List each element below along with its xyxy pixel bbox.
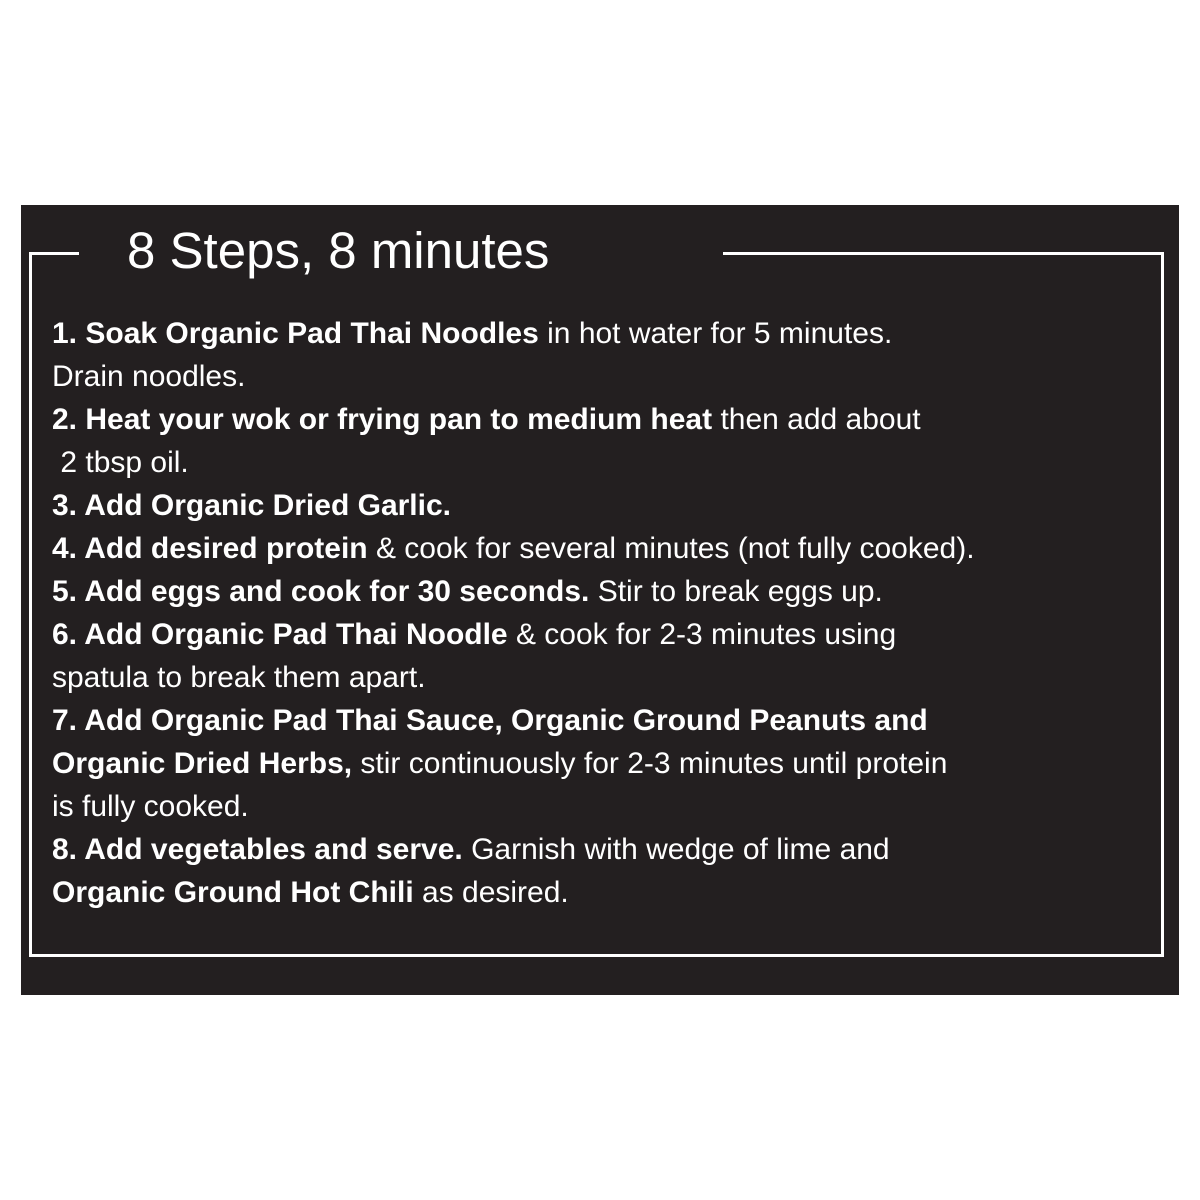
step-7-bold: 7. Add Organic Pad Thai Sauce, Organic Ground Peanuts and [52,704,928,737]
step-6-line2: spatula to break them apart. [52,661,426,694]
step-3 [52,484,1167,527]
step-1-bold: 1. Soak Organic Pad Thai Noodles [52,317,539,350]
step-6 [52,613,1167,699]
frame-top-left-line [29,252,79,255]
step-7-line3: is fully cooked. [52,790,249,823]
step-3-bold: 3. Add Organic Dried Garlic. [52,489,451,522]
step-8 [52,828,1167,914]
step-7-text: stir continuously for 2-3 minutes until protein [352,747,948,780]
step-6-bold: 6. Add Organic Pad Thai Noodle [52,618,508,651]
step-2-text: then add about [712,403,921,436]
step-5 [52,570,1167,613]
step-1-line2: Drain noodles. [52,360,246,393]
step-8-text2: as desired. [413,876,569,909]
frame-bottom-line [29,954,1164,957]
instructions-card [21,205,1179,995]
step-5-bold: 5. Add eggs and cook for 30 seconds. [52,575,590,608]
step-7-bold2: Organic Dried Herbs, [52,747,353,780]
step-8-text: Garnish with wedge of lime and [462,833,890,866]
step-8-bold: 8. Add vegetables and serve. [52,833,463,866]
step-2-line2: 2 tbsp oil. [52,446,189,479]
steps-list [52,312,1167,914]
step-4 [52,527,1167,570]
step-1-text: in hot water for 5 minutes. [538,317,893,350]
step-7 [52,699,1167,828]
step-4-bold: 4. Add desired protein [52,532,368,565]
frame-top-right-line [723,252,1164,255]
step-8-bold2: Organic Ground Hot Chili [52,876,414,909]
step-1 [52,312,1167,398]
step-2-bold: 2. Heat your wok or frying pan to medium heat [52,403,713,436]
card-title: 8 Steps, 8 minutes [127,222,550,279]
step-5-text: Stir to break eggs up. [589,575,883,608]
frame-left-line [29,252,32,957]
step-6-text: & cook for 2-3 minutes using [507,618,897,651]
step-2 [52,398,1167,484]
step-4-text: & cook for several minutes (not fully cooked). [367,532,975,565]
